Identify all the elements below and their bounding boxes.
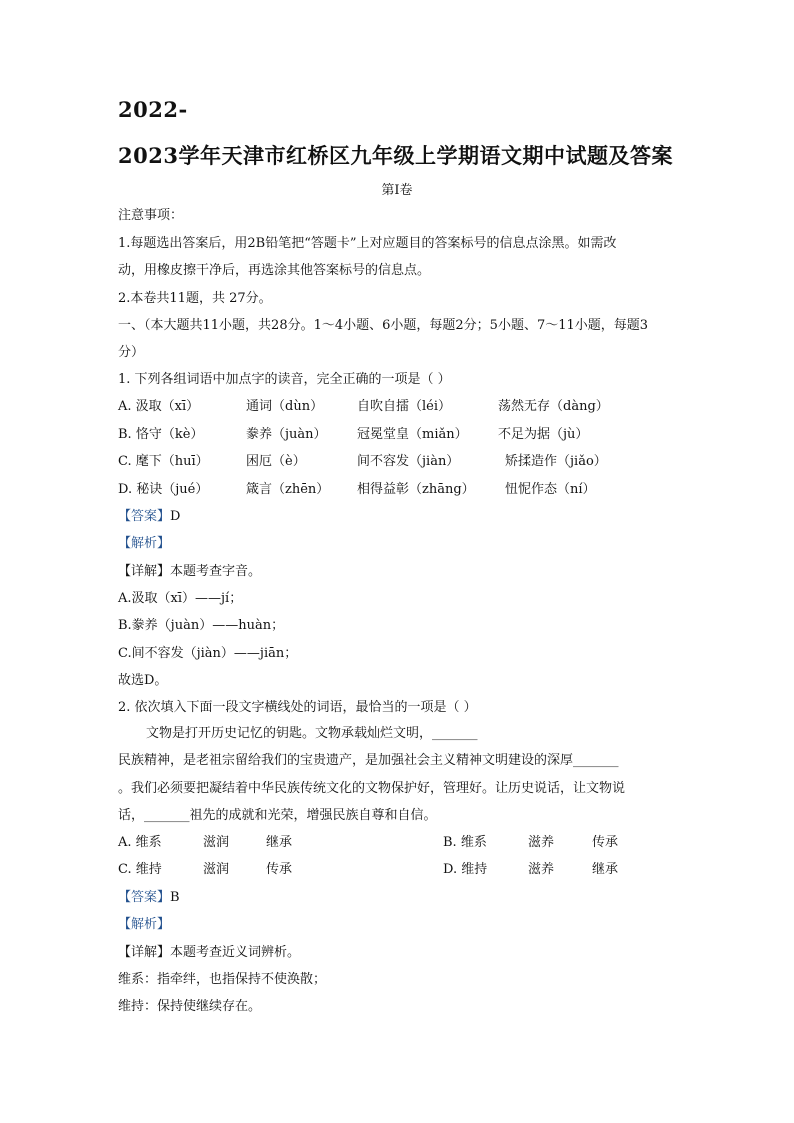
q2-passage-4: 话，_______祖先的成就和光荣，增强民族自尊和自信。 xyxy=(118,808,437,823)
notice-line-3: 2.本卷共11题，共 27分。 xyxy=(118,291,272,306)
q2-detail-3: 维持：保持使继续存在。 xyxy=(118,999,262,1014)
notice-line-2: 动，用橡皮擦干净后，再选涂其他答案标号的信息点。 xyxy=(118,263,431,278)
q2-option-a-1: A. 维系 xyxy=(118,835,162,850)
q1-answer-line xyxy=(118,508,180,526)
q2-option-c-2: 滋润 xyxy=(203,862,230,877)
q1-option-d-2: 箴言（zhēn） xyxy=(246,482,330,497)
q1-option-c-1: C. 麾下（huī） xyxy=(118,454,209,469)
q2-option-a-2: 滋润 xyxy=(203,835,230,850)
q2-answer-line xyxy=(118,889,180,907)
q2-option-b-3: 传承 xyxy=(592,835,619,850)
q1-detail-4: C.间不容发（jiàn）——jiān； xyxy=(118,646,298,661)
q1-option-d-1: D. 秘诀（jué） xyxy=(118,482,209,497)
q1-stem: 1. 下列各组词语中加点字的读音，完全正确的一项是（ ） xyxy=(118,372,451,387)
q1-option-a-3: 自吹自擂（léi） xyxy=(357,399,452,414)
q2-answer-tag: 【答案】 xyxy=(118,890,171,905)
notice-line-1: 1.每题选出答案后，用2B铅笔把“答题卡”上对应题目的答案标号的信息点涂黑。如需改 xyxy=(118,236,617,251)
q1-detail-1: 【详解】本题考查字音。 xyxy=(118,564,262,579)
part-intro-line-2: 分） xyxy=(118,345,145,360)
part-intro-line-1: 一、（本大题共11小题，共28分。1～4小题、6小题，每题2分；5小题、7～11小题，每题3 xyxy=(118,318,649,333)
q1-detail-2: A.汲取（xī）——jí； xyxy=(118,591,243,606)
q1-detail-3: B.豢养（juàn）——huàn； xyxy=(118,618,285,633)
q2-stem: 2. 依次填入下面一段文字横线处的词语，最恰当的一项是（ ） xyxy=(118,700,477,715)
q2-detail-1: 【详解】本题考查近义词辨析。 xyxy=(118,945,301,960)
q2-option-a-3: 继承 xyxy=(266,835,293,850)
q2-answer: B xyxy=(170,890,180,905)
q2-option-d-3: 继承 xyxy=(592,862,619,877)
q1-option-b-2: 豢养（juàn） xyxy=(246,427,327,442)
q2-option-b-1: B. 维系 xyxy=(443,835,487,850)
q1-detail-5: 故选D。 xyxy=(118,673,168,688)
title-line-2: 2023学年天津市红桥区九年级上学期语文期中试题及答案 xyxy=(118,143,673,168)
q1-option-b-3: 冠冕堂皇（miǎn） xyxy=(357,427,468,442)
q1-option-d-3: 相得益彰（zhāng） xyxy=(357,482,475,497)
q1-option-a-1: A. 汲取（xī） xyxy=(118,399,200,414)
q2-analysis-tag: 【解析】 xyxy=(118,917,171,932)
q1-option-b-1: B. 恪守（kè） xyxy=(118,427,204,442)
q1-option-c-3: 间不容发（jiàn） xyxy=(357,454,460,469)
q1-answer: D xyxy=(170,509,181,524)
q2-option-d-2: 滋养 xyxy=(528,862,555,877)
title-line-1: 2022- xyxy=(118,97,188,122)
q2-option-c-3: 传承 xyxy=(266,862,293,877)
section-label: 第Ⅰ卷 xyxy=(381,183,413,198)
q1-option-c-2: 困厄（è） xyxy=(246,454,306,469)
q1-option-d-4: 忸怩作态（ní） xyxy=(505,482,596,497)
q2-option-c-1: C. 维持 xyxy=(118,862,162,877)
q2-detail-2: 维系：指牵绊，也指保持不使涣散； xyxy=(118,972,327,987)
q1-option-c-4: 矫揉造作（jiǎo） xyxy=(505,454,607,469)
notice-heading: 注意事项： xyxy=(118,208,184,223)
q2-passage-1: 文物是打开历史记忆的钥匙。文物承载灿烂文明，_______ xyxy=(146,726,478,741)
q1-answer-tag: 【答案】 xyxy=(118,509,171,524)
q1-analysis-tag: 【解析】 xyxy=(118,536,171,551)
q1-option-a-4: 荡然无存（dàng） xyxy=(498,399,609,414)
q2-passage-2: 民族精神，是老祖宗留给我们的宝贵遗产，是加强社会主义精神文明建设的深厚_______ xyxy=(118,753,619,768)
q1-option-b-4: 不足为据（jù） xyxy=(498,427,589,442)
q1-option-a-2: 通词（dùn） xyxy=(246,399,324,414)
q2-option-d-1: D. 维持 xyxy=(443,862,488,877)
q2-passage-3: 。我们必须要把凝结着中华民族传统文化的文物保护好，管理好。让历史说话，让文物说 xyxy=(118,781,626,796)
q2-option-b-2: 滋养 xyxy=(528,835,555,850)
